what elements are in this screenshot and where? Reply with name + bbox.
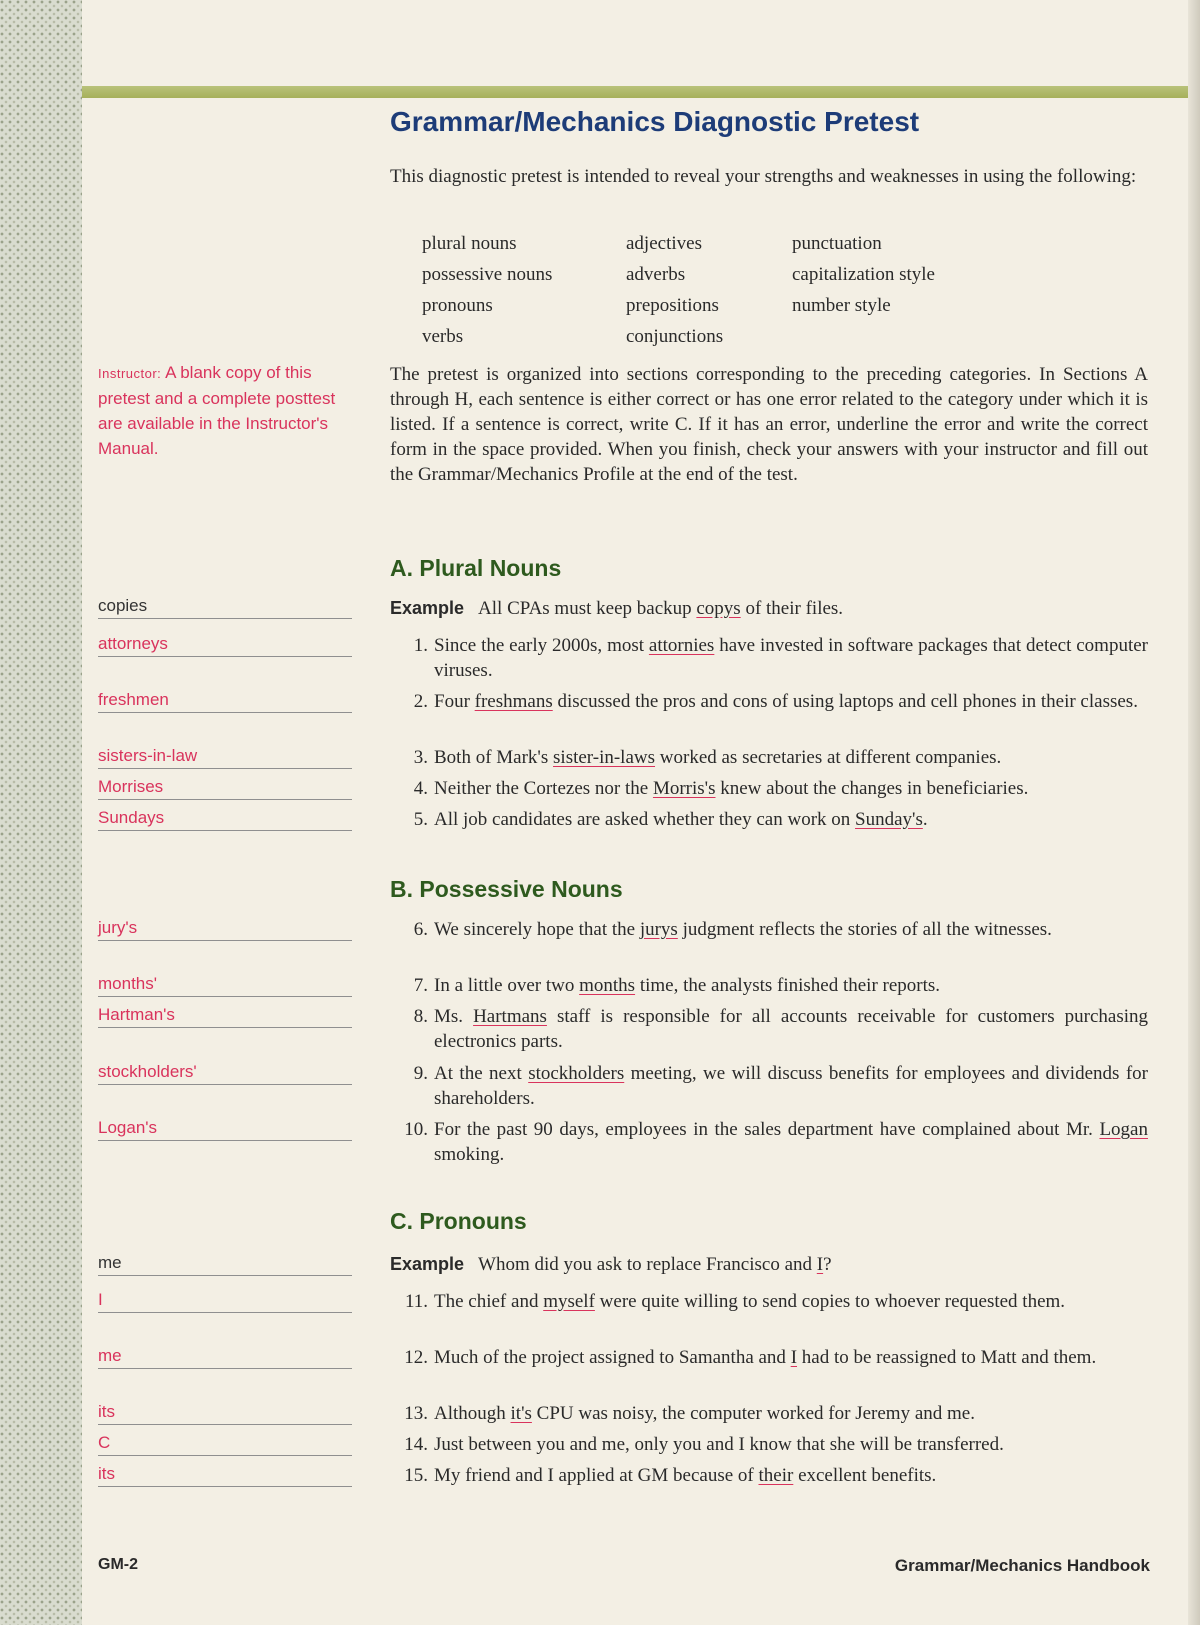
question-5: 5. All job candidates are asked whether they can work on Sunday's. — [413, 809, 928, 830]
page-title: Grammar/Mechanics Diagnostic Pretest — [390, 106, 920, 137]
answer-4[interactable]: Morrises — [98, 775, 352, 800]
topic-list-col3 — [792, 228, 935, 321]
answer-3[interactable]: sisters-in-law — [98, 744, 352, 769]
instructor-note-label: Instructor: — [98, 366, 162, 381]
error-word: Logan — [1099, 1119, 1148, 1140]
answer-11[interactable]: I — [98, 1288, 352, 1313]
question-4: 4. Neither the Cortezes nor the Morris's knew about the changes in beneficiaries. — [413, 778, 1029, 799]
question-13: 13. Although it's CPU was noisy, the computer worked for Jeremy and me. — [404, 1403, 975, 1424]
error-word: Hartmans — [473, 1006, 547, 1027]
topic-list-col2 — [626, 228, 723, 352]
header-rule — [82, 86, 1200, 98]
question-7: 7. In a little over two months time, the analysts finished their reports. — [413, 975, 941, 996]
question-3: 3. Both of Mark's sister-in-laws worked as secretaries at different companies. — [413, 747, 1002, 768]
topic-item: pronouns — [422, 295, 493, 316]
instructions-paragraph: The pretest is organized into sections corresponding to the preceding categories. In Sections A through H, each sentence is either correct or has one error related to the category under which it is listed. If a sentence is correct, write C. If it has an error, underline the error and write the correct form in the space provided. When you finish, check your answers with your instructor and fill out the Grammar/Mechanics Profile at the end of the test. — [390, 364, 1148, 485]
error-word: sister-in-laws — [553, 747, 656, 768]
error-word: their — [758, 1465, 794, 1486]
instructor-note — [98, 360, 338, 461]
decorative-margin-strip — [0, 0, 82, 1625]
page-number: GM-2 — [98, 1556, 138, 1573]
question-15: 15. My friend and I applied at GM because of their excellent benefits. — [404, 1465, 937, 1486]
topic-item: capitalization style — [792, 264, 935, 285]
answer-7[interactable]: months' — [98, 972, 352, 997]
section-heading-b: B. Possessive Nouns — [390, 876, 623, 902]
answer-example-c[interactable]: me — [98, 1251, 352, 1276]
error-word: stockholders — [528, 1063, 625, 1084]
question-10: 10. For the past 90 days, employees in the sales department have complained about Mr. Logan smoking. — [404, 1119, 1148, 1165]
question-11: 11. The chief and myself were quite willing to send copies to whoever requested them. — [404, 1291, 1066, 1312]
error-word: Sunday's — [855, 809, 923, 830]
topic-list-col1 — [422, 228, 552, 352]
example-a: Example All CPAs must keep backup copys of their files. — [390, 598, 844, 619]
topic-item: punctuation — [792, 233, 882, 254]
error-word: freshmans — [474, 691, 553, 712]
question-12: 12. Much of the project assigned to Samantha and I had to be reassigned to Matt and them. — [404, 1347, 1097, 1368]
example-label: Example — [390, 1254, 465, 1274]
answer-12[interactable]: me — [98, 1344, 352, 1369]
answer-8[interactable]: Hartman's — [98, 1003, 352, 1028]
topic-item: verbs — [422, 326, 464, 347]
answer-13[interactable]: its — [98, 1400, 352, 1425]
error-word: myself — [543, 1291, 595, 1312]
answer-6[interactable]: jury's — [98, 916, 352, 941]
topic-item: adverbs — [626, 264, 686, 285]
answer-1[interactable]: attorneys — [98, 632, 352, 657]
error-word: I — [816, 1254, 824, 1275]
intro-paragraph: This diagnostic pretest is intended to reveal your strengths and weaknesses in using the following: — [390, 166, 1137, 187]
instructor-note-text: A blank copy of this pretest and a complete posttest are available in the Instructor's Manual. — [98, 363, 336, 458]
question-2: 2. Four freshmans discussed the pros and cons of using laptops and cell phones in their classes. — [413, 691, 1138, 712]
error-word: jurys — [639, 919, 678, 940]
topic-item: possessive nouns — [422, 264, 553, 285]
question-9: 9. At the next stockholders meeting, we will discuss benefits for employees and dividends for shareholders. — [413, 1063, 1148, 1109]
running-footer: Grammar/Mechanics Handbook — [894, 1556, 1150, 1575]
page-edge — [1188, 0, 1200, 1625]
answer-14[interactable]: C — [98, 1431, 352, 1456]
topic-item: prepositions — [626, 295, 719, 316]
topic-item: conjunctions — [626, 326, 724, 347]
section-heading-c: C. Pronouns — [390, 1208, 527, 1234]
section-heading-a: A. Plural Nouns — [390, 555, 562, 581]
example-c: Example Whom did you ask to replace Francisco and I? — [390, 1254, 832, 1275]
answer-9[interactable]: stockholders' — [98, 1060, 352, 1085]
question-1: 1. Since the early 2000s, most attornies have invested in software packages that detect computer viruses. — [413, 635, 1148, 681]
error-word: copys — [696, 598, 741, 619]
question-6: 6. We sincerely hope that the jurys judgment reflects the stories of all the witnesses. — [413, 919, 1052, 940]
question-14: 14. Just between you and me, only you and I know that she will be transferred. — [404, 1434, 1004, 1455]
topic-item: number style — [792, 295, 891, 316]
error-word: I — [790, 1347, 798, 1368]
answer-15[interactable]: its — [98, 1462, 352, 1487]
answer-2[interactable]: freshmen — [98, 688, 352, 713]
topic-item: adjectives — [626, 233, 702, 254]
answer-example-a[interactable]: copies — [98, 594, 352, 619]
answer-10[interactable]: Logan's — [98, 1116, 352, 1141]
topic-item: plural nouns — [422, 233, 517, 254]
answer-5[interactable]: Sundays — [98, 806, 352, 831]
error-word: Morris's — [652, 778, 716, 799]
error-word: months — [579, 975, 636, 996]
error-word: it's — [510, 1403, 532, 1424]
example-label: Example — [390, 598, 465, 618]
question-8: 8. Ms. Hartmans staff is responsible for all accounts receivable for customers purchasing electronics parts. — [413, 1006, 1148, 1052]
error-word: attornies — [648, 635, 715, 656]
